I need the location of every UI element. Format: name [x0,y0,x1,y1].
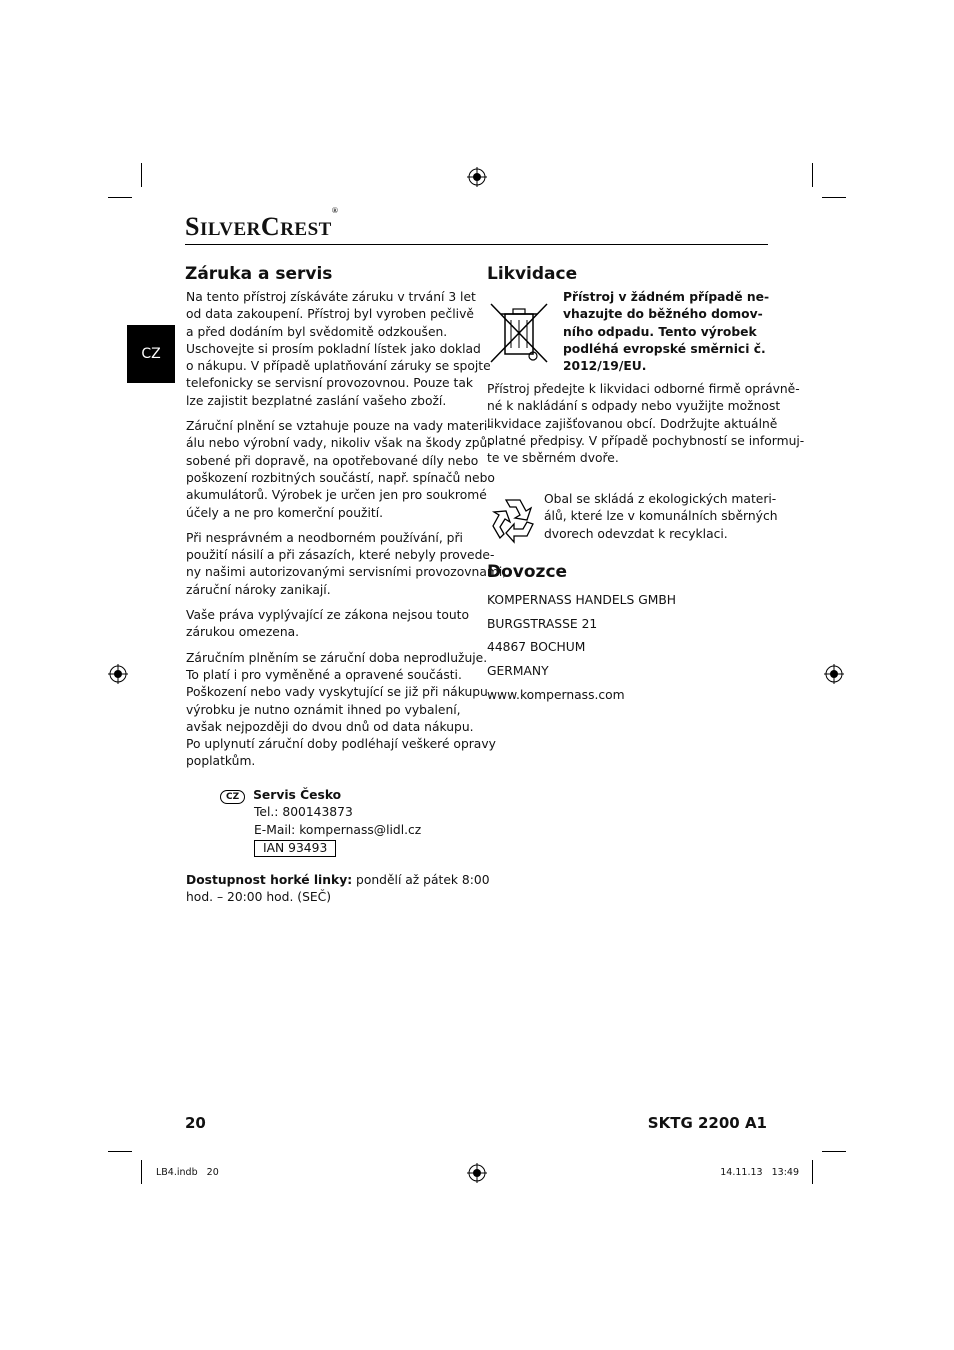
paragraph: Na tento přístroj získáváte záruku v trvání 3 let od data zakoupení. Přístroj byl vyroben pečlivě a před dodáním byl svědomitě odzkoušen. Uschovejte si prosím pokladní lístek jako doklad o nákupu. V případě uplatňování záruky se spojte telefonicky se servisní provozovnou. Pouze tak lze zajistit bezplatné zaslání vašeho zboží. [186,290,491,408]
silvercrest-logo: SILVERCREST® [185,206,339,241]
warranty-heading: Záruka a servis [185,264,333,284]
registration-mark-icon [467,167,487,187]
registration-mark-icon [467,1163,487,1183]
crop-mark [812,163,813,187]
crop-mark [141,163,142,187]
disposal-text: Přístroj předejte k likvidaci odborné firmě oprávně- né k nakládání s odpady nebo využijte možnost likvidace zajišťovanou obcí. Dodržujte aktuálně platné předpisy. V případě pochybností se informuj- te ve sběrném dvoře. [487,382,805,466]
crop-mark [141,1160,142,1184]
ian-box: IAN 93493 [254,840,336,857]
crop-mark [822,1151,846,1152]
page-number: 20 [185,1114,206,1132]
paragraph: Záruční plnění se vztahuje pouze na vady materi- álu nebo výrobní vady, nikoliv však na škody způ- sobené při dopravě, na opotřebované díly nebo poškození rozbitných součástí, např. spínačů nebo akumulátorů. Výrobek je určen jen pro soukromé účely a ne pro komerční použití. [186,419,495,520]
crop-mark [812,1160,813,1184]
paragraph: Při nesprávném a neodborném používání, při použití násilí a při zásazích, které nebyly provede- ny našimi autorizovanými servisními provozovnami, záruční nároky zanikají. [186,530,507,597]
address-line: KOMPERNASS HANDELS GMBH [487,593,677,607]
country-badge: CZ [220,790,245,804]
address-line: BURGSTRASSE 21 [487,616,598,631]
service-title: Servis Česko [253,788,342,802]
crossed-bin-icon [487,300,551,366]
print-date: 14.11.13 13:49 [720,1167,799,1178]
language-tab: CZ [127,325,175,383]
hotline: Dostupnost horké linky: pondělí až pátek 8:00 hod. – 20:00 hod. (SEČ) [186,873,490,905]
model-number: SKTG 2200 A1 [647,1114,767,1132]
service-phone: Tel.: 800143873 [254,805,353,820]
header-rule [185,244,768,245]
recycle-icon [486,494,540,546]
crop-mark [822,197,846,198]
importer-address [487,589,772,708]
crop-mark [108,197,132,198]
service-email: E-Mail: kompernass@lidl.cz [254,822,422,837]
registration-mark-icon [108,664,128,684]
paragraph: Vaše práva vyplývající ze zákona nejsou touto zárukou omezena. [186,608,470,640]
disposal-heading: Likvidace [487,264,578,284]
registration-mark-icon [824,664,844,684]
address-line: GERMANY [487,664,549,679]
warranty-text [186,289,507,779]
importer-heading: Dovozce [487,562,568,582]
address-line: 44867 BOCHUM [487,640,586,655]
paragraph: Záručním plněním se záruční doba neprodlužuje. To platí i pro vyměněné a opravené součásti. Poškození nebo vady vyskytující se již při nákupu výrobku je nutno oznámit ihned po vybalení, avšak nejpozději do dvou dnů od data nákupu. Po uplynutí záruční doby podléhají veškeré opravy poplatkům. [186,650,496,769]
recycle-text: Obal se skládá z ekologických materi- álů, které lze v komunálních sběrných dvorech odevzdat k recyklaci. [544,492,778,541]
website-link: www.kompernass.com [487,687,625,702]
service-block [220,787,421,857]
crop-mark [108,1151,132,1152]
disposal-warning: Přístroj v žádném případě ne- vhazujte do běžného domov- ního odpadu. Tento výrobek podléhá evropské směrnici č. 2012/19/EU. [563,290,770,374]
file-info: LB4.indb 20 [156,1167,219,1178]
